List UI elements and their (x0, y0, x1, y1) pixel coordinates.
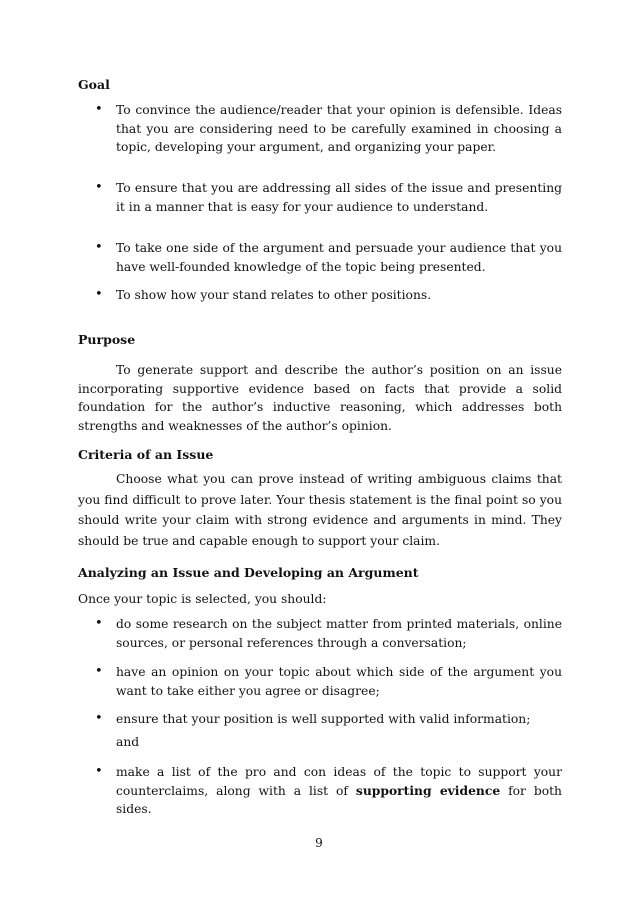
purpose-paragraph: To generate support and describe the author’s position on an issue incorporating supportive evidence based on facts that provide a solid foundation for the author’s inductive reasoning, which addresses both strengths and weaknesses of the author’s opinion. (78, 363, 562, 433)
bullet-icon: • (95, 764, 103, 779)
analyzing-intro: Once your topic is selected, you should: (78, 592, 327, 606)
analyzing-heading: Analyzing an Issue and Developing an Argument (78, 565, 419, 580)
analyzing-item-3-continuation: and (116, 735, 140, 749)
goal-item-3: To take one side of the argument and persuade your audience that you have well-founded knowledge of the topic being presented. (116, 241, 562, 274)
bullet-icon: • (95, 240, 103, 255)
criteria-paragraph: Choose what you can prove instead of writing ambiguous claims that you find difficult to prove later. Your thesis statement is the final point so you should write your claim with strong evidence and arguments in mind. They should be true and capable enough to support your claim. (78, 472, 562, 548)
goal-item-4: To show how your stand relates to other positions. (116, 288, 432, 302)
page-number: 9 (315, 836, 323, 850)
analyzing-item-3: ensure that your position is well supported with valid information; (116, 712, 531, 726)
bullet-icon: • (95, 102, 103, 117)
goal-item-1: To convince the audience/reader that your opinion is defensible. Ideas that you are considering need to be carefully examined in choosing a topic, developing your argument, and organizing your paper. (116, 103, 562, 154)
supporting-evidence-bold: supporting evidence (355, 782, 501, 798)
criteria-heading: Criteria of an Issue (78, 447, 214, 462)
bullet-icon: • (95, 616, 103, 631)
bullet-icon: • (95, 180, 103, 195)
analyzing-item-4-text-after: for both sides. (116, 783, 562, 816)
goal-heading: Goal (78, 77, 110, 92)
analyzing-item-4 (116, 763, 562, 819)
analyzing-item-2: have an opinion on your topic about which side of the argument you want to take either you agree or disagree; (116, 665, 562, 698)
bullet-icon: • (95, 287, 103, 302)
goal-item-2: To ensure that you are addressing all sides of the issue and presenting it in a manner that is easy for your audience to understand. (116, 181, 562, 214)
analyzing-item-4-text-before: make a list of the pro and con ideas of the topic to support your counterclaims, along with a list of (116, 765, 562, 798)
bullet-icon: • (95, 664, 103, 679)
bullet-icon: • (95, 711, 103, 726)
analyzing-item-1: do some research on the subject matter from printed materials, online sources, or personal references through a conversation; (116, 617, 562, 650)
purpose-heading: Purpose (78, 332, 136, 347)
